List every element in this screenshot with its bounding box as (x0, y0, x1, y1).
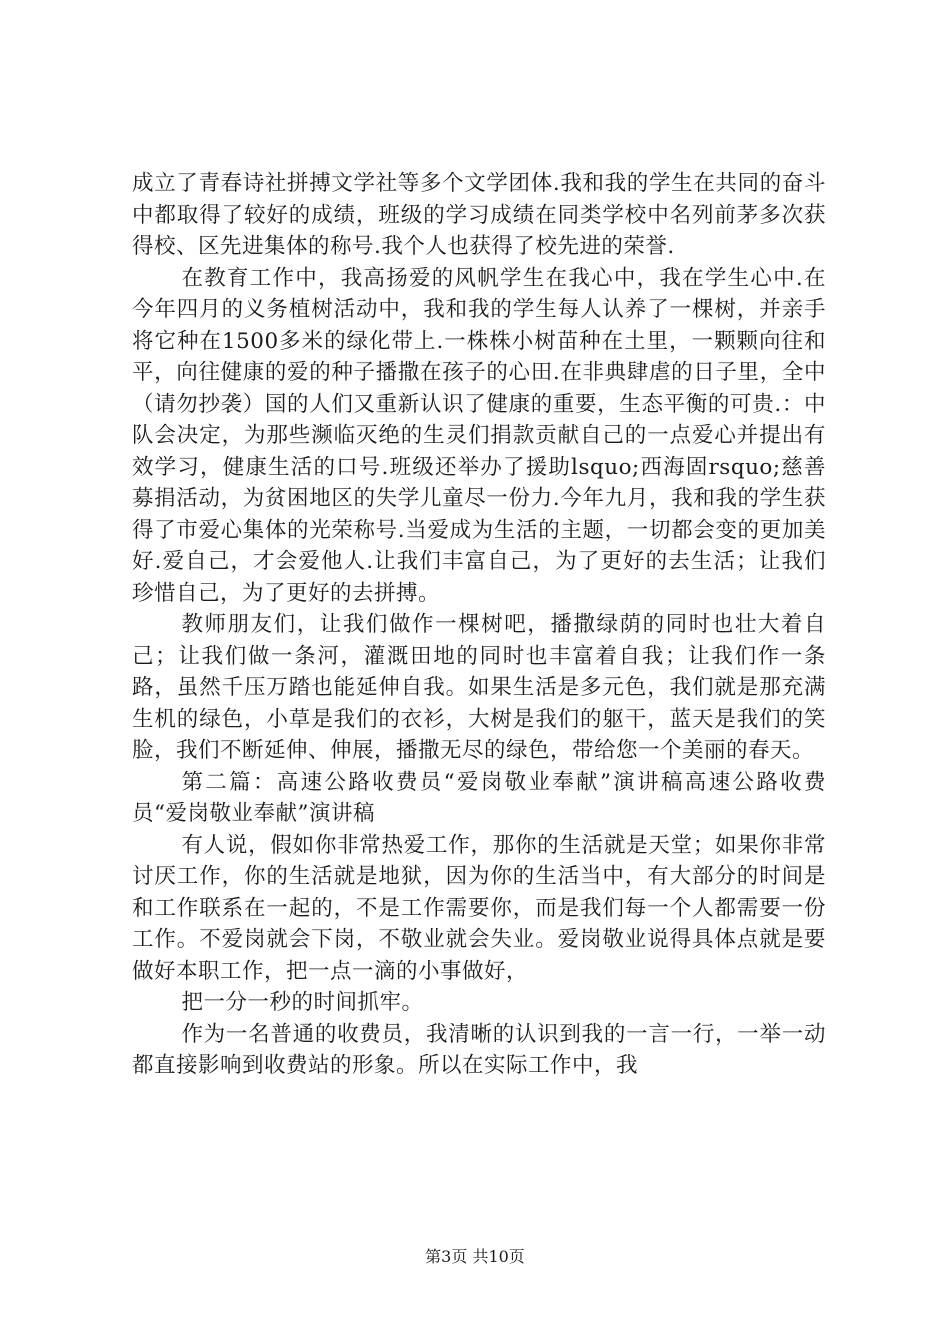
paragraph-2: 在教育工作中，我高扬爱的风帆学生在我心中，我在学生心中.在今年四月的义务植树活动中，我和我的学生每人认养了一棵树，并亲手将它种在1500多米的绿化带上.一株株小树苗种在土里，一颗颗向往和平，向往健康的爱的种子播撒在孩子的心田.在非典肆虐的日子里，全中（请勿抄袭）国的人们又重新认识了健康的重要，生态平衡的可贵.：中队会决定，为那些濒临灭绝的生灵们捐款贡献自己的一点爱心并提出有效学习，健康生活的口号.班级还举办了援助lsquo;西海固rsquo;慈善募捐活动，为贫困地区的失学儿童尽一份力.今年九月，我和我的学生获得了市爱心集体的光荣称号.当爱成为生活的主题，一切都会变的更加美好.爱自己，才会爱他人.让我们丰富自己，为了更好的去生活；让我们珍惜自己，为了更好的去拼搏。 (132, 265, 826, 606)
paragraph-3: 教师朋友们，让我们做作一棵树吧，播撒绿荫的同时也壮大着自己；让我们做一条河，灌溉田地的同时也丰富着自我；让我们作一条路，虽然千压万踏也能延伸自我。如果生活是多元色，我们就是那充满生机的绿色，小草是我们的衣衫，大树是我们的躯干，蓝天是我们的笑脸，我们不断延伸、伸展，播撒无尽的绿色，带给您一个美丽的春天。 (132, 612, 826, 763)
paragraph-5: 把一分一秒的时间抓牢。 (181, 990, 424, 1015)
document-body (132, 168, 826, 1082)
paragraph-4: 有人说，假如你非常热爱工作，那你的生活就是天堂；如果你非常讨厌工作，你的生活就是地狱，因为你的生活当中，有大部分的时间是和工作联系在一起的，不是工作需要你，而是我们每一个人都需要一份工作。不爱岗就会下岗，不敬业就会失业。爱岗敬业说得具体点就是要做好本职工作，把一点一滴的小事做好， (132, 832, 826, 984)
paragraph-1: 成立了青春诗社拼搏文学社等多个文学团体.我和我的学生在共同的奋斗中都取得了较好的成绩，班级的学习成绩在同类学校中名列前茅多次获得校、区先进集体的称号.我个人也获得了校先进的荣誉. (132, 171, 826, 259)
paragraph-6: 作为一名普通的收费员，我清晰的认识到我的一言一行，一举一动都直接影响到收费站的形象。所以在实际工作中，我 (132, 1021, 826, 1078)
section-heading: 第二篇：高速公路收费员“爱岗敬业奉献”演讲稿高速公路收费员“爱岗敬业奉献”演讲稿 (132, 769, 826, 826)
page-number-footer: 第3页 共10页 (425, 1247, 525, 1266)
